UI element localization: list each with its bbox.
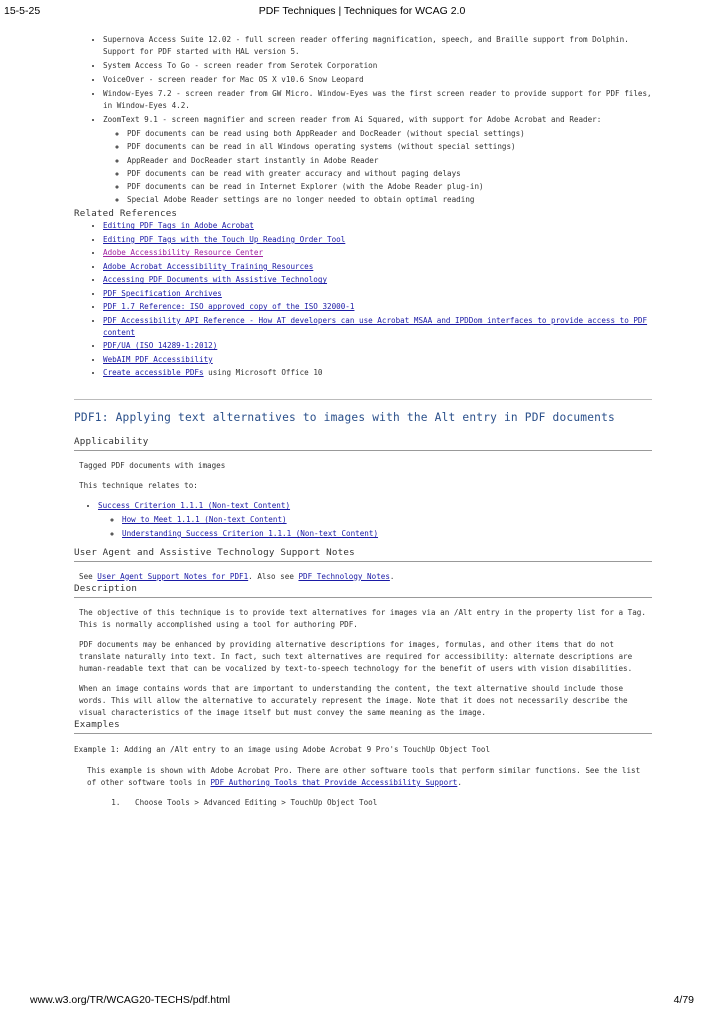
list-item: ◦ PDF documents can be read in all Windows operating systems (without special settings) bbox=[127, 141, 652, 153]
list-item: ◦ Special Adobe Reader settings are no longer needed to obtain optimal reading bbox=[127, 194, 652, 206]
zoomtext-text: ZoomText 9.1 - screen magnifier and screen reader from Ai Squared, with support for Adobe Acrobat and Reader: bbox=[103, 115, 602, 124]
example1-title: Example 1: Adding an /Alt entry to an image using Adobe Acrobat 9 Pro's TouchUp Object Tool bbox=[74, 744, 491, 754]
print-date: 15-5-25 bbox=[4, 5, 41, 17]
section-divider bbox=[74, 399, 652, 400]
applicability-heading: Applicability bbox=[74, 436, 652, 451]
description-p2: PDF documents may be enhanced by providing alternative descriptions for images, formulas, and other items that do not translate naturally into text. In fact, such text alternatives are required for accessibility: alternate descriptions are human-readable text that can be vocalized by text-to-speech technology for the benefit of users with vision disabilities. bbox=[79, 639, 633, 673]
list-item bbox=[103, 301, 652, 313]
print-header bbox=[0, 5, 724, 19]
list-item: ◦ PDF documents can be read with greater accuracy and without paging delays bbox=[127, 168, 652, 180]
related-references-list bbox=[74, 220, 652, 379]
understanding-link[interactable]: Understanding Success Criterion 1.1.1 (Non-text Content) bbox=[122, 528, 379, 538]
list-item bbox=[103, 261, 652, 273]
list-item: ◦ PDF documents can be read using both AppReader and DocReader (without special settings) bbox=[127, 128, 652, 140]
zoomtext-sublist bbox=[103, 128, 652, 206]
footer-url: www.w3.org/TR/WCAG20-TECHS/pdf.html bbox=[30, 994, 231, 1006]
example1-steps bbox=[87, 797, 652, 809]
ref-link[interactable]: Accessing PDF Documents with Assistive Technology bbox=[103, 275, 328, 285]
list-item bbox=[103, 234, 652, 246]
description-heading: Description bbox=[74, 583, 652, 598]
list-item bbox=[122, 514, 652, 526]
criterion-link[interactable]: Success Criterion 1.1.1 (Non-text Content) bbox=[98, 501, 291, 511]
ref-link[interactable]: Editing PDF Tags with the Touch Up Reading Order Tool bbox=[103, 234, 346, 244]
ref-link[interactable]: WebAIM PDF Accessibility bbox=[103, 354, 213, 364]
related-references-heading: Related References bbox=[74, 208, 178, 220]
ref-suffix: using Microsoft Office 10 bbox=[203, 368, 323, 378]
page-content bbox=[74, 34, 652, 809]
description-p1: The objective of this technique is to provide text alternatives for images via an /Alt entry in the property list for a Tag. This is normally accomplished using a tool for authoring PDF. bbox=[79, 607, 646, 629]
description-p3: When an image contains words that are important to understanding the content, the text alternative should include those words. This will allow the alternative to accurately represent the image. Note that it does not necessarily describe the visual characteristics of the image itself but must convey the same meaning as the image. bbox=[79, 683, 628, 717]
technique-title: PDF1: Applying text alternatives to images with the Alt entry in PDF documents bbox=[74, 411, 615, 425]
ref-link[interactable]: Adobe Accessibility Resource Center bbox=[103, 248, 264, 258]
footer-page-number: 4/79 bbox=[673, 994, 694, 1006]
applicability-text: Tagged PDF documents with images bbox=[79, 461, 226, 471]
print-footer bbox=[0, 994, 724, 1008]
list-item bbox=[103, 220, 652, 232]
list-item bbox=[122, 528, 652, 540]
examples-heading: Examples bbox=[74, 719, 652, 734]
example1-intro: This example is shown with Adobe Acrobat Pro. There are other software tools that perform similar functions. See the list of other software tools in PDF Authoring Tools that Provide Accessibility Support. bbox=[87, 765, 641, 787]
list-item: 1. Choose Tools > Advanced Editing > TouchUp Object Tool bbox=[125, 797, 652, 809]
ua-heading: User Agent and Assistive Technology Support Notes bbox=[74, 547, 652, 562]
list-item: • Window-Eyes 7.2 - screen reader from GW Micro. Window-Eyes was the first screen reader to provide support for PDF files, in Window-Eyes 4.2. bbox=[103, 88, 652, 112]
list-item bbox=[103, 114, 652, 206]
ref-link[interactable]: Editing PDF Tags in Adobe Acrobat bbox=[103, 221, 254, 231]
list-item bbox=[103, 288, 652, 300]
ref-link[interactable]: PDF Specification Archives bbox=[103, 288, 222, 298]
ref-link[interactable]: PDF Accessibility API Reference - How AT developers can use Acrobat MSAA and IPDDom interfaces to provide access to PDF content bbox=[103, 315, 648, 337]
list-item bbox=[103, 354, 652, 366]
list-item bbox=[103, 367, 652, 379]
list-item: • System Access To Go - screen reader from Serotek Corporation bbox=[103, 60, 652, 72]
pdf-tech-notes-link[interactable]: PDF Technology Notes bbox=[298, 571, 390, 581]
ua-notes-link[interactable]: User Agent Support Notes for PDF1 bbox=[97, 571, 249, 581]
criterion-sublist bbox=[98, 514, 652, 539]
list-item bbox=[103, 340, 652, 352]
list-item: • Supernova Access Suite 12.02 - full screen reader offering magnification, speech, and Braille support from Dolphin. Support for PDF started with HAL version 5. bbox=[103, 34, 652, 58]
list-item: ◦ AppReader and DocReader start instantly in Adobe Reader bbox=[127, 155, 652, 167]
ua-text: See User Agent Support Notes for PDF1. Also see PDF Technology Notes. bbox=[79, 571, 395, 581]
criterion-list bbox=[79, 500, 652, 539]
page-title: PDF Techniques | Techniques for WCAG 2.0 bbox=[258, 5, 466, 17]
list-item bbox=[103, 315, 652, 339]
authoring-tools-link[interactable]: PDF Authoring Tools that Provide Accessibility Support bbox=[210, 777, 458, 787]
ref-link[interactable]: Adobe Acrobat Accessibility Training Resources bbox=[103, 261, 314, 271]
tools-list bbox=[74, 34, 652, 206]
list-item: ◦ PDF documents can be read in Internet Explorer (with the Adobe Reader plug-in) bbox=[127, 181, 652, 193]
ref-link[interactable]: Create accessible PDFs bbox=[103, 368, 204, 378]
list-item bbox=[103, 247, 652, 259]
list-item bbox=[98, 500, 652, 539]
ref-link[interactable]: PDF 1.7 Reference: ISO approved copy of the ISO 32000-1 bbox=[103, 302, 355, 312]
list-item: • VoiceOver - screen reader for Mac OS X v10.6 Snow Leopard bbox=[103, 74, 652, 86]
relates-text: This technique relates to: bbox=[79, 481, 198, 491]
ref-link[interactable]: PDF/UA (ISO 14289-1:2012) bbox=[103, 341, 218, 351]
how-to-meet-link[interactable]: How to Meet 1.1.1 (Non-text Content) bbox=[122, 515, 287, 525]
list-item bbox=[103, 274, 652, 286]
